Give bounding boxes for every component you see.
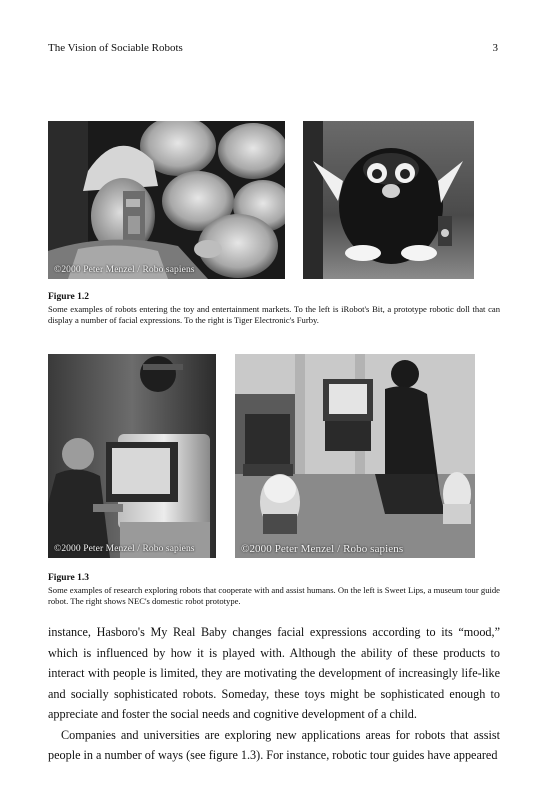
figure-1-3-right-photo [235, 354, 475, 558]
running-title: The Vision of Sociable Robots [48, 42, 183, 54]
figure-1-2-right-photo [303, 121, 474, 279]
body-text [48, 622, 500, 766]
figure-1-2-left-photo [48, 121, 285, 279]
photo-credit: ©2000 Peter Menzel / Robo sapiens [241, 543, 404, 555]
photo-credit: ©2000 Peter Menzel / Robo sapiens [54, 544, 195, 554]
paragraph: Companies and universities are exploring new applications areas for robots that assist people in a number of ways (see figure 1.3). For instance, robotic tour guides have appeared [48, 727, 500, 762]
figure-1-3-caption: Some examples of research exploring robots that cooperate with and assist humans. On the left is Sweet Lips, a museum tour guide robot. The right shows NEC's domestic robot prototype. [48, 585, 500, 607]
figure-1-2-caption: Some examples of robots entering the toy and entertainment markets. To the left is iRobot's Bit, a prototype robotic doll that can display a number of facial expressions. To the right is Tiger Electronic's Furby. [48, 304, 500, 326]
page-number: 3 [492, 42, 498, 54]
photo-credit: ©2000 Peter Menzel / Robo sapiens [54, 265, 195, 275]
figure-1-3-label: Figure 1.3 [48, 573, 89, 583]
figure-1-2-label: Figure 1.2 [48, 292, 89, 302]
figure-1-3-left-photo [48, 354, 216, 558]
paragraph: instance, Hasboro's My Real Baby changes facial expressions according to its “mood,” which is influenced by how it is played with. Although the ability of these products to interact with people is limited, they are motivating the development of increasingly life-like and socially sophisticated robots. Someday, these toys might be sophisticated enough to appreciate and foster the social needs and cognitive development of a child. [48, 625, 500, 721]
